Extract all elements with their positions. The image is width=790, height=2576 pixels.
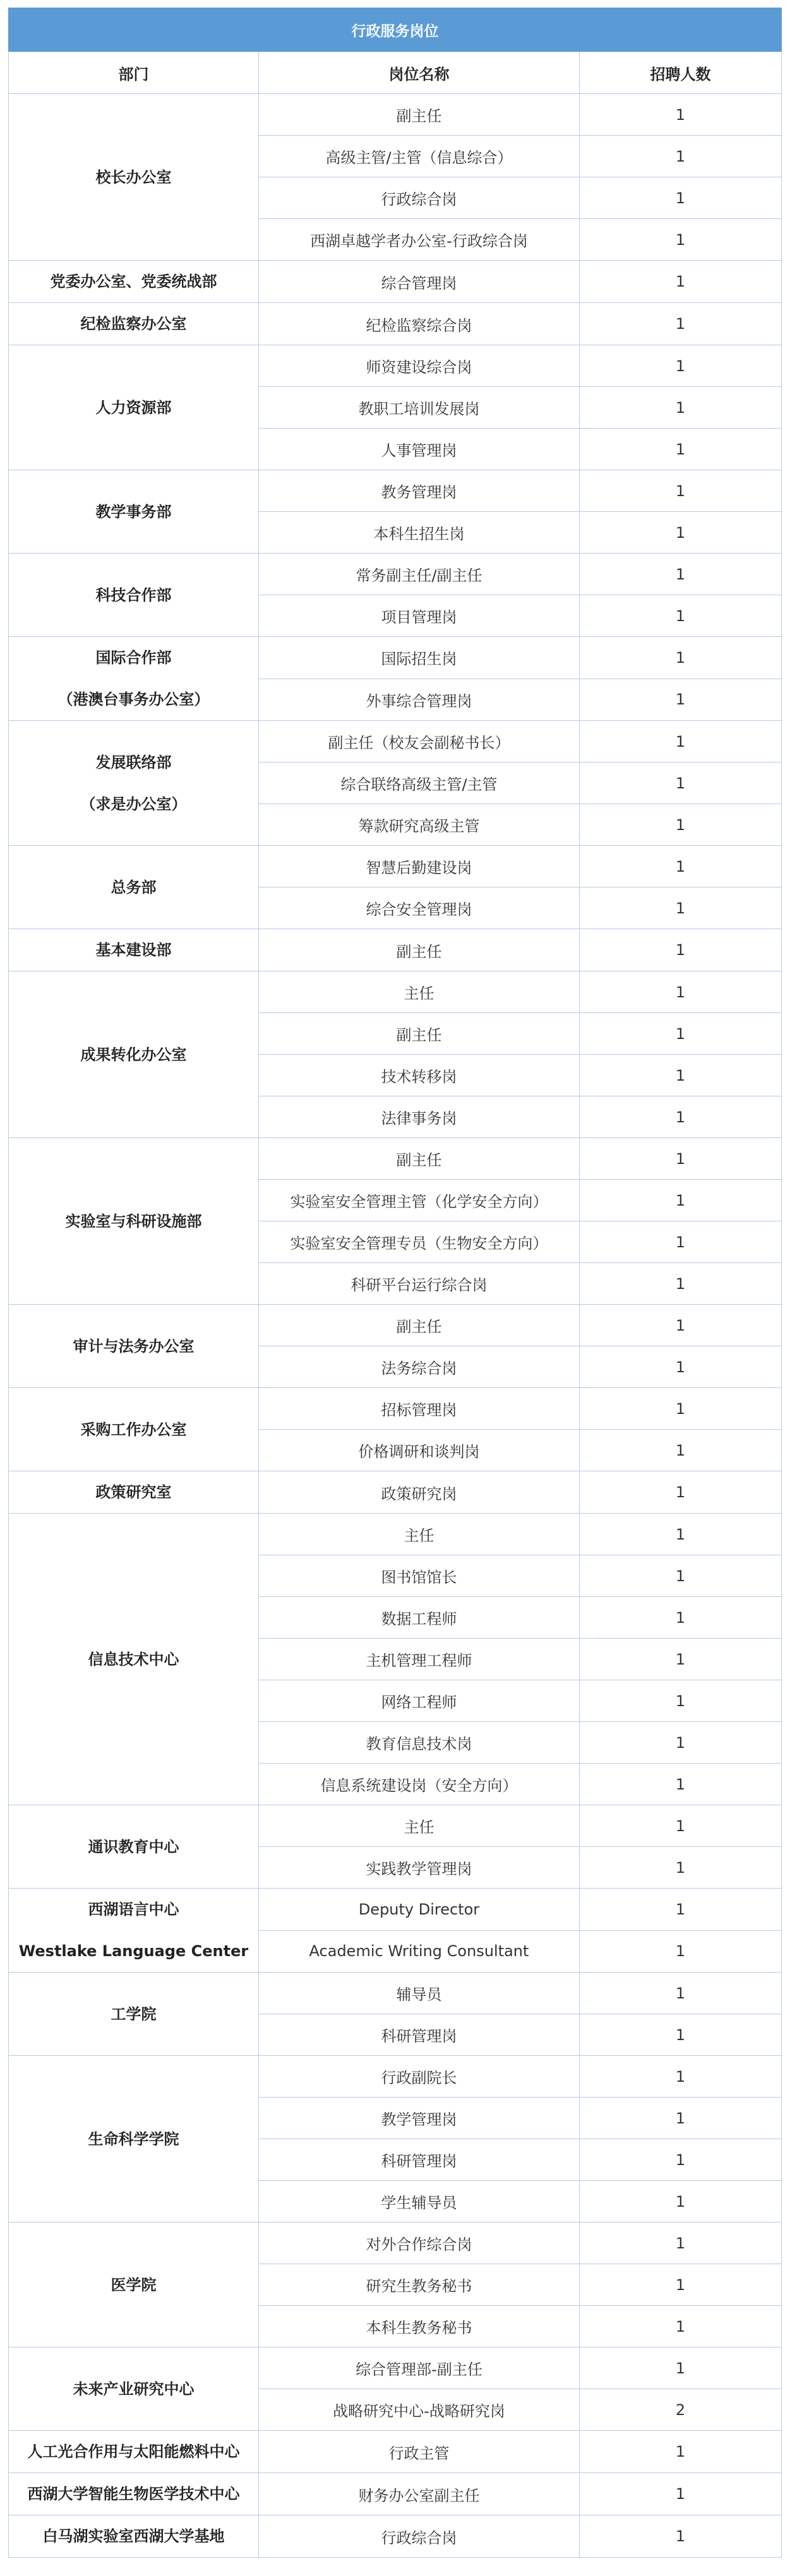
department-cell (9, 637, 259, 721)
department-name: 通识教育中心 (88, 1837, 179, 1856)
headcount-cell: 1 (580, 2139, 782, 2181)
position-cell: 综合管理岗 (259, 261, 580, 303)
headcount-cell: 1 (580, 2347, 782, 2389)
headcount-cell: 1 (580, 554, 782, 595)
position-cell: 副主任 (259, 94, 580, 136)
position-cell: 信息系统建设岗（安全方向） (259, 1764, 580, 1805)
headcount-cell: 1 (580, 1722, 782, 1764)
position-cell: 网络工程师 (259, 1680, 580, 1722)
position-cell: 技术转移岗 (259, 1055, 580, 1096)
department-name: （港澳台事务办公室） (57, 691, 210, 708)
table-row (9, 345, 782, 387)
headcount-cell: 1 (580, 1680, 782, 1722)
job-table-container (8, 8, 781, 2558)
position-cell: 价格调研和谈判岗 (259, 1430, 580, 1471)
position-cell: 副主任 (259, 1138, 580, 1180)
headcount-cell: 2 (580, 2389, 782, 2431)
department-cell (9, 1889, 259, 1973)
headcount-cell: 1 (580, 1597, 782, 1639)
position-cell: 战略研究中心-战略研究岗 (259, 2389, 580, 2431)
headcount-cell: 1 (580, 303, 782, 345)
department-name: 基本建设部 (95, 941, 172, 959)
headcount-cell: 1 (580, 763, 782, 804)
department-cell (9, 261, 259, 303)
headcount-cell: 1 (580, 345, 782, 387)
headcount-cell: 1 (580, 2515, 782, 2558)
position-cell: 副主任 (259, 1013, 580, 1055)
position-cell: 政策研究岗 (259, 1471, 580, 1514)
headcount-cell: 1 (580, 261, 782, 303)
position-cell: 学生辅导员 (259, 2181, 580, 2223)
position-cell: 人事管理岗 (259, 429, 580, 470)
headcount-cell: 1 (580, 1055, 782, 1096)
table-row (9, 2056, 782, 2098)
headcount-cell: 1 (580, 929, 782, 971)
headcount-cell: 1 (580, 1555, 782, 1597)
position-cell: 筹款研究高级主管 (259, 804, 580, 846)
department-cell (9, 846, 259, 929)
table-row (9, 2515, 782, 2558)
position-cell: 主任 (259, 1805, 580, 1847)
table-row (9, 2431, 782, 2473)
department-cell (9, 345, 259, 470)
department-name: （求是办公室） (80, 795, 187, 813)
table-row (9, 554, 782, 595)
position-cell: 科研平台运行综合岗 (259, 1263, 580, 1305)
headcount-cell: 1 (580, 887, 782, 929)
department-name: 信息技术中心 (88, 1650, 179, 1668)
table-row (9, 1889, 782, 1931)
headcount-cell: 1 (580, 2014, 782, 2056)
department-name: 未来产业研究中心 (73, 2380, 195, 2398)
table-title: 行政服务岗位 (9, 8, 782, 52)
headcount-cell: 1 (580, 1430, 782, 1471)
position-cell: 纪检监察综合岗 (259, 303, 580, 345)
department-name: 审计与法务办公室 (73, 1337, 195, 1355)
headcount-cell: 1 (580, 1013, 782, 1055)
headcount-cell: 1 (580, 470, 782, 512)
department-name: 人工光合作用与太阳能燃料中心 (27, 2443, 240, 2460)
position-cell: 实践教学管理岗 (259, 1847, 580, 1889)
department-cell (9, 554, 259, 637)
table-row (9, 929, 782, 971)
position-cell: 综合安全管理岗 (259, 887, 580, 929)
headcount-cell: 1 (580, 2306, 782, 2347)
department-cell (9, 971, 259, 1138)
position-cell: 本科生教务秘书 (259, 2306, 580, 2347)
position-cell: 综合管理部-副主任 (259, 2347, 580, 2389)
position-cell: 法律事务岗 (259, 1096, 580, 1138)
department-name: 总务部 (111, 878, 157, 896)
headcount-cell: 1 (580, 1930, 782, 1973)
table-row (9, 1514, 782, 1555)
department-cell (9, 2223, 259, 2347)
position-cell: 综合联络高级主管/主管 (259, 763, 580, 804)
headcount-cell: 1 (580, 429, 782, 470)
position-cell: 招标管理岗 (259, 1388, 580, 1430)
headcount-cell: 1 (580, 2473, 782, 2515)
department-name: Westlake Language Center (18, 1942, 249, 1960)
department-cell (9, 1805, 259, 1889)
headcount-cell: 1 (580, 1514, 782, 1555)
department-name: 西湖大学智能生物医学技术中心 (27, 2485, 240, 2503)
position-cell: 副主任 (259, 929, 580, 971)
position-cell: 实验室安全管理主管（化学安全方向） (259, 1180, 580, 1221)
headcount-cell: 1 (580, 2181, 782, 2223)
title-row (9, 8, 782, 52)
department-cell (9, 1514, 259, 1805)
position-cell: 主任 (259, 971, 580, 1013)
headcount-cell: 1 (580, 1138, 782, 1180)
department-cell (9, 721, 259, 846)
headcount-cell: 1 (580, 1221, 782, 1263)
table-row (9, 303, 782, 345)
department-cell (9, 2347, 259, 2431)
department-name: 校长办公室 (95, 168, 172, 186)
headcount-cell: 1 (580, 804, 782, 846)
department-cell (9, 303, 259, 345)
department-name: 工学院 (111, 2005, 157, 2023)
headcount-cell: 1 (580, 1180, 782, 1221)
department-name: 教学事务部 (95, 502, 172, 521)
department-name: 人力资源部 (95, 398, 172, 417)
headcount-cell: 1 (580, 1346, 782, 1388)
headcount-cell: 1 (580, 1096, 782, 1138)
department-name: 国际合作部 (95, 649, 172, 667)
table-row (9, 1138, 782, 1180)
table-row (9, 2223, 782, 2264)
department-name: 党委办公室、党委统战部 (50, 273, 217, 290)
department-name: 生命科学学院 (88, 2130, 179, 2148)
header-position: 岗位名称 (259, 52, 580, 94)
position-cell: 辅导员 (259, 1973, 580, 2014)
headcount-cell: 1 (580, 2223, 782, 2264)
department-name: 政策研究室 (95, 1483, 172, 1501)
headcount-cell: 1 (580, 971, 782, 1013)
headcount-cell: 1 (580, 1973, 782, 2014)
position-cell: 教职工培训发展岗 (259, 387, 580, 429)
header-dept: 部门 (9, 52, 259, 94)
table-body (9, 94, 782, 2558)
table-row (9, 2473, 782, 2515)
headcount-cell: 1 (580, 2264, 782, 2306)
table-row (9, 261, 782, 303)
table-row (9, 721, 782, 763)
table-row (9, 1305, 782, 1346)
table-row (9, 846, 782, 887)
department-name: 医学院 (111, 2276, 157, 2294)
table-row (9, 971, 782, 1013)
headcount-cell: 1 (580, 94, 782, 136)
headcount-cell: 1 (580, 177, 782, 219)
headcount-cell: 1 (580, 1639, 782, 1680)
position-cell: 常务副主任/副主任 (259, 554, 580, 595)
position-cell: 本科生招生岗 (259, 512, 580, 554)
headcount-cell: 1 (580, 846, 782, 887)
department-name: 科技合作部 (95, 586, 172, 604)
position-cell: 科研管理岗 (259, 2014, 580, 2056)
headcount-cell: 1 (580, 1263, 782, 1305)
headcount-cell: 1 (580, 219, 782, 261)
headcount-cell: 1 (580, 679, 782, 721)
headcount-cell: 1 (580, 1388, 782, 1430)
department-name: 白马湖实验室西湖大学基地 (42, 2527, 225, 2545)
department-cell (9, 1305, 259, 1388)
headcount-cell: 1 (580, 1889, 782, 1931)
department-cell (9, 929, 259, 971)
position-cell: 教学管理岗 (259, 2098, 580, 2139)
position-cell: 研究生教务秘书 (259, 2264, 580, 2306)
position-cell: 副主任 (259, 1305, 580, 1346)
headcount-cell: 1 (580, 1805, 782, 1847)
position-cell: 师资建设综合岗 (259, 345, 580, 387)
headcount-cell: 1 (580, 2431, 782, 2473)
position-cell: 行政综合岗 (259, 2515, 580, 2558)
header-row (9, 52, 782, 94)
table-row (9, 1388, 782, 1430)
position-cell: 图书馆馆长 (259, 1555, 580, 1597)
table-row (9, 2347, 782, 2389)
position-cell: 法务综合岗 (259, 1346, 580, 1388)
position-cell: 财务办公室副主任 (259, 2473, 580, 2515)
department-cell (9, 1138, 259, 1305)
headcount-cell: 1 (580, 387, 782, 429)
department-cell (9, 2056, 259, 2223)
headcount-cell: 1 (580, 637, 782, 679)
position-cell: 项目管理岗 (259, 595, 580, 637)
department-name: 实验室与科研设施部 (65, 1212, 202, 1230)
department-name: 西湖语言中心 (88, 1901, 179, 1918)
position-cell: 行政综合岗 (259, 177, 580, 219)
department-cell (9, 2431, 259, 2473)
table-row (9, 637, 782, 679)
department-cell (9, 2515, 259, 2558)
table-row (9, 1805, 782, 1847)
department-name: 发展联络部 (95, 753, 172, 771)
position-cell: 实验室安全管理专员（生物安全方向） (259, 1221, 580, 1263)
headcount-cell: 1 (580, 1305, 782, 1346)
position-cell: 西湖卓越学者办公室-行政综合岗 (259, 219, 580, 261)
position-cell: 对外合作综合岗 (259, 2223, 580, 2264)
department-name: 采购工作办公室 (80, 1420, 187, 1439)
headcount-cell: 1 (580, 512, 782, 554)
position-cell: 科研管理岗 (259, 2139, 580, 2181)
headcount-cell: 1 (580, 2056, 782, 2098)
headcount-cell: 1 (580, 1471, 782, 1514)
department-name: 纪检监察办公室 (80, 315, 187, 333)
department-cell (9, 1471, 259, 1514)
position-cell: 副主任（校友会副秘书长） (259, 721, 580, 763)
headcount-cell: 1 (580, 1847, 782, 1889)
position-cell: 教务管理岗 (259, 470, 580, 512)
department-cell (9, 470, 259, 554)
headcount-cell: 1 (580, 595, 782, 637)
job-table (8, 8, 782, 2558)
position-cell: 高级主管/主管（信息综合） (259, 136, 580, 177)
headcount-cell: 1 (580, 136, 782, 177)
department-cell (9, 2473, 259, 2515)
headcount-cell: 1 (580, 721, 782, 763)
table-row (9, 1973, 782, 2014)
position-cell: 数据工程师 (259, 1597, 580, 1639)
department-cell (9, 94, 259, 261)
position-cell: 外事综合管理岗 (259, 679, 580, 721)
position-cell: 主任 (259, 1514, 580, 1555)
position-cell: 行政主管 (259, 2431, 580, 2473)
department-cell (9, 1973, 259, 2056)
department-cell (9, 1388, 259, 1471)
position-cell: Academic Writing Consultant (259, 1930, 580, 1973)
position-cell: 行政副院长 (259, 2056, 580, 2098)
position-cell: 教育信息技术岗 (259, 1722, 580, 1764)
headcount-cell: 1 (580, 2098, 782, 2139)
department-name: 成果转化办公室 (80, 1045, 187, 1064)
position-cell: 主机管理工程师 (259, 1639, 580, 1680)
position-cell: 智慧后勤建设岗 (259, 846, 580, 887)
headcount-cell: 1 (580, 1764, 782, 1805)
table-row (9, 1471, 782, 1514)
table-row (9, 94, 782, 136)
position-cell: 国际招生岗 (259, 637, 580, 679)
table-row (9, 470, 782, 512)
header-count: 招聘人数 (580, 52, 782, 94)
position-cell: Deputy Director (259, 1889, 580, 1931)
